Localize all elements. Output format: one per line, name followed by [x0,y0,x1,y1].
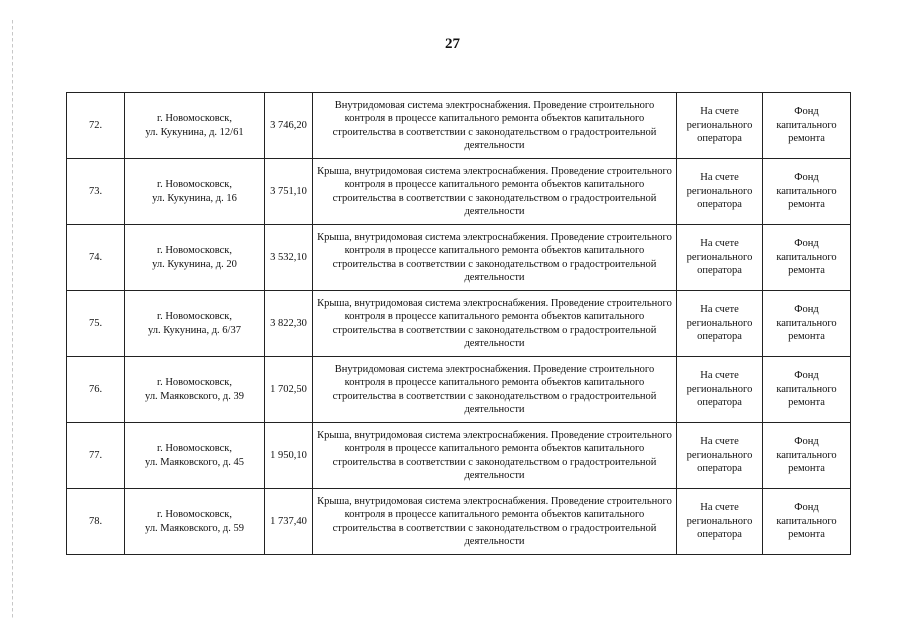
work-description-cell [313,357,677,423]
address-street: ул. Кукунина, д. 6/37 [148,324,241,336]
row-number: 75. [88,317,103,329]
address-street: ул. Кукунина, д. 12/61 [145,126,244,138]
row-number: 73. [88,185,103,197]
address-city: г. Новомосковск, [156,509,233,520]
address-cell [125,93,265,159]
row-number-cell [67,291,125,357]
address-cell [125,291,265,357]
work-description-cell [313,291,677,357]
table-row [67,291,851,357]
table-row [67,225,851,291]
address-street: ул. Маяковского, д. 45 [145,456,244,468]
work-description-cell [313,489,677,555]
funding-source: Фонд капитального ремонта [776,304,837,343]
area-value: 1 950,10 [270,449,307,461]
area-cell [265,93,313,159]
address-cell [125,423,265,489]
work-description-cell [313,423,677,489]
account-cell [677,93,763,159]
fund-cell [763,291,851,357]
account-method: На счете регионального оператора [686,436,753,475]
scan-margin-marks [12,20,14,620]
account-cell [677,357,763,423]
address-street: ул. Кукунина, д. 16 [152,192,237,204]
account-method: На счете регионального оператора [686,106,753,145]
address-street: ул. Кукунина, д. 20 [152,258,237,270]
area-value: 3 822,30 [270,317,307,329]
address-city: г. Новомосковск, [156,377,233,388]
work-description-cell [313,159,677,225]
area-value: 1 737,40 [270,515,307,527]
row-number-cell [67,93,125,159]
fund-cell [763,423,851,489]
work-description: Крыша, внутридомовая система электроснабжения. Проведение строительного контроля в процессе капитального ремонта объектов капитального строительства в соответствии с законодательством о градостроительной деятельности [317,429,672,481]
address-cell [125,357,265,423]
row-number: 72. [88,119,103,131]
fund-cell [763,357,851,423]
fund-cell [763,159,851,225]
row-number: 77. [88,449,103,461]
table-body [67,93,851,555]
row-number: 78. [88,515,103,527]
area-cell [265,357,313,423]
address-city: г. Новомосковск, [156,245,233,256]
work-description: Крыша, внутридомовая система электроснабжения. Проведение строительного контроля в процессе капитального ремонта объектов капитального строительства в соответствии с законодательством о градостроительной деятельности [317,165,672,217]
funding-source: Фонд капитального ремонта [776,502,837,541]
row-number-cell [67,159,125,225]
row-number-cell [67,489,125,555]
page-number: 27 [445,36,460,52]
fund-cell [763,225,851,291]
account-cell [677,291,763,357]
account-method: На счете регионального оператора [686,304,753,343]
area-cell [265,423,313,489]
funding-source: Фонд капитального ремонта [776,370,837,409]
account-cell [677,423,763,489]
account-method: На счете регионального оператора [686,172,753,211]
account-method: На счете регионального оператора [686,502,753,541]
funding-source: Фонд капитального ремонта [776,238,837,277]
area-value: 3 751,10 [270,185,307,197]
table-row [67,423,851,489]
fund-cell [763,93,851,159]
work-description: Внутридомовая система электроснабжения. Проведение строительного контроля в процессе капитального ремонта объектов капитального строительства в соответствии с законодательством о градостроительной деятельности [332,99,657,151]
account-cell [677,225,763,291]
account-method: На счете регионального оператора [686,238,753,277]
area-value: 3 746,20 [270,119,307,131]
address-cell [125,489,265,555]
table-row [67,357,851,423]
address-city: г. Новомосковск, [156,113,233,124]
account-method: На счете регионального оператора [686,370,753,409]
work-description-cell [313,93,677,159]
work-description: Крыша, внутридомовая система электроснабжения. Проведение строительного контроля в процессе капитального ремонта объектов капитального строительства в соответствии с законодательством о градостроительной деятельности [317,495,672,547]
address-street: ул. Маяковского, д. 39 [145,390,244,402]
work-description-cell [313,225,677,291]
work-description: Внутридомовая система электроснабжения. Проведение строительного контроля в процессе капитального ремонта объектов капитального строительства в соответствии с законодательством о градостроительной деятельности [332,363,657,415]
work-description: Крыша, внутридомовая система электроснабжения. Проведение строительного контроля в процессе капитального ремонта объектов капитального строительства в соответствии с законодательством о градостроительной деятельности [317,297,672,349]
row-number-cell [67,225,125,291]
area-value: 1 702,50 [270,383,307,395]
account-cell [677,489,763,555]
repair-works-table [66,92,851,555]
table-row [67,489,851,555]
address-city: г. Новомосковск, [156,311,233,322]
address-cell [125,225,265,291]
address-street: ул. Маяковского, д. 59 [145,522,244,534]
address-city: г. Новомосковск, [156,179,233,190]
table-row [67,159,851,225]
row-number-cell [67,423,125,489]
address-cell [125,159,265,225]
account-cell [677,159,763,225]
area-cell [265,489,313,555]
table-row [67,93,851,159]
area-value: 3 532,10 [270,251,307,263]
row-number: 74. [88,251,103,263]
area-cell [265,159,313,225]
row-number: 76. [88,383,103,395]
area-cell [265,225,313,291]
fund-cell [763,489,851,555]
funding-source: Фонд капитального ремонта [776,436,837,475]
funding-source: Фонд капитального ремонта [776,106,837,145]
work-description: Крыша, внутридомовая система электроснабжения. Проведение строительного контроля в процессе капитального ремонта объектов капитального строительства в соответствии с законодательством о градостроительной деятельности [317,231,672,283]
funding-source: Фонд капитального ремонта [776,172,837,211]
row-number-cell [67,357,125,423]
area-cell [265,291,313,357]
address-city: г. Новомосковск, [156,443,233,454]
